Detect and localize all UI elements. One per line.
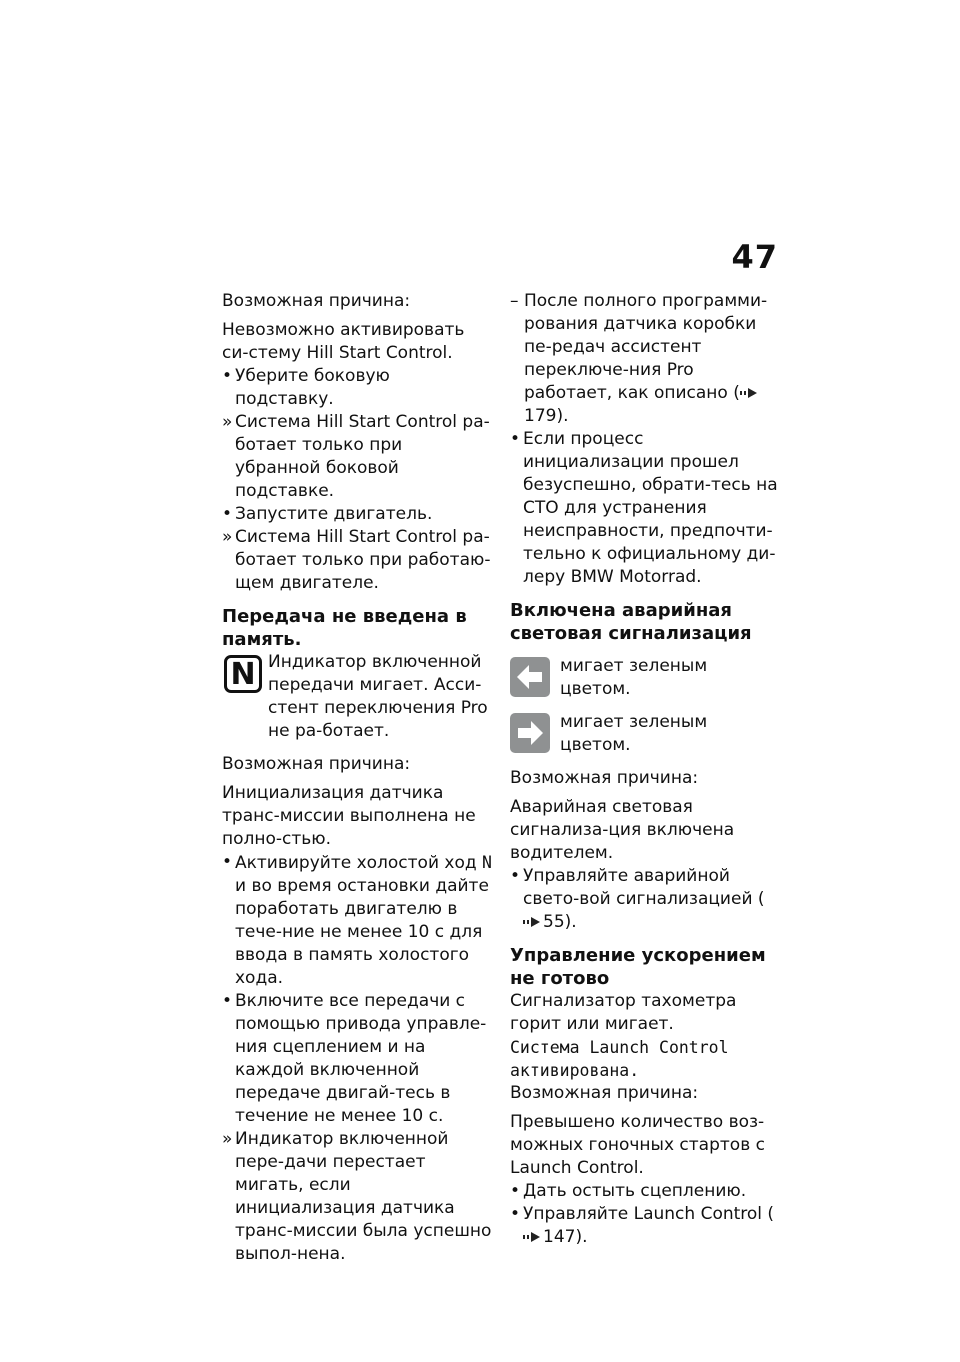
dash-item <box>510 290 782 428</box>
dash-marker: – <box>510 291 519 311</box>
bullet-marker: • <box>510 429 521 449</box>
result-item <box>222 411 492 503</box>
gear-neutral-indicator-icon: N <box>224 655 262 693</box>
list-item-text: Дать остыть сцеплению. <box>523 1181 747 1201</box>
list-item-text-b: ). <box>575 1227 588 1247</box>
turn-signal-right-icon <box>510 713 550 753</box>
list-item-text-b: и во время остановки дайте поработать двигателю в тече-ние не менее 10 с для ввода в память холостого хода. <box>235 876 489 988</box>
result-marker: » <box>222 1129 233 1149</box>
possible-cause-label: Возможная причина: <box>510 1083 699 1103</box>
result-item-text: Система Hill Start Control ра-ботает только при убранной боковой подставке. <box>235 412 490 501</box>
list-item-text: Включите все передачи с помощью привода управле-ния сцеплением и на каждой включенной передаче двигай-тесь в течение не менее 10 с. <box>235 991 487 1126</box>
list-item <box>510 428 782 589</box>
bullet-marker: • <box>222 852 233 872</box>
possible-cause-label: Возможная причина: <box>222 291 411 311</box>
list-item <box>510 865 782 934</box>
turn-right-indicator-row <box>510 705 782 757</box>
possible-cause-label: Возможная причина: <box>510 768 699 788</box>
transmission-init-text: Инициализация датчика транс-миссии выполнена не полно-стью. <box>222 783 476 849</box>
launch-cause-text: Превышено количество воз-можных гоночных стартов с Launch Control. <box>510 1112 765 1178</box>
hill-start-fault-text: Невозможно активировать си-стему Hill Start Control. <box>222 320 465 363</box>
list-item-text-a: Управляйте аварийной свето-вой сигнализацией ( <box>523 866 765 909</box>
turn-right-indicator-text: мигает зеленым цветом. <box>560 712 708 755</box>
bullet-marker: • <box>222 991 233 1011</box>
turn-signal-left-icon <box>510 657 550 697</box>
dash-item-text-a: После полного программи-рования датчика коробки пе-редач ассистент переключе-ния Pro работает, как описано ( <box>524 291 768 403</box>
result-item <box>222 1128 492 1266</box>
list-item <box>222 365 492 411</box>
list-item-text-a: Управляйте Launch Control ( <box>523 1204 775 1224</box>
bullet-marker: • <box>222 366 233 386</box>
page-number: 47 <box>731 238 778 276</box>
list-item-text: Уберите боковую подставку. <box>235 366 390 409</box>
gear-indicator-row <box>222 651 492 743</box>
list-item-text-b: ). <box>564 912 577 932</box>
list-item <box>222 503 492 526</box>
page-reference-arrow-icon <box>740 387 758 399</box>
list-item-text: Запустите двигатель. <box>235 504 433 524</box>
section-heading-hazard-lights: Включена аварийная световая сигнализация <box>510 600 752 644</box>
result-marker: » <box>222 412 233 432</box>
list-item <box>510 1203 782 1249</box>
result-item-text: Индикатор включенной пере-дачи перестает мигать, если инициализация датчика транс-миссии была успешно выпол-нена. <box>235 1129 492 1264</box>
gear-indicator-text: Индикатор включенной передачи мигает. Асси-стент переключения Pro не ра-ботает. <box>268 652 488 741</box>
bullet-marker: • <box>510 1204 521 1224</box>
bullet-marker: • <box>510 866 521 886</box>
page-reference-link[interactable]: 179 <box>524 406 557 426</box>
right-column <box>510 290 782 1249</box>
neutral-code: N <box>482 853 492 872</box>
section-heading-gear-not-learned: Передача не введена в память. <box>222 606 467 650</box>
list-item <box>510 1180 782 1203</box>
turn-left-indicator-row <box>510 649 782 701</box>
list-item-text-a: Активируйте холостой ход <box>235 853 483 873</box>
result-marker: » <box>222 527 233 547</box>
left-column <box>222 290 492 1266</box>
hazard-cause-text: Аварийная световая сигнализа-ция включена водителем. <box>510 797 735 863</box>
section-heading-launch-control: Управление ускорением не готово <box>510 945 766 989</box>
list-item-text: Если процесс инициализации прошел безуспешно, обрати-тесь на СТО для устранения неисправности, предпочти-тельно к официальному ди-леру BMW Motorrad. <box>523 429 778 587</box>
list-item <box>222 990 492 1128</box>
turn-left-indicator-text: мигает зеленым цветом. <box>560 656 708 699</box>
page-reference-link[interactable]: 55 <box>543 912 565 932</box>
page-reference-link[interactable]: 147 <box>543 1227 576 1247</box>
result-item-text: Система Hill Start Control ра-ботает только при работаю-щем двигателе. <box>235 527 491 593</box>
bullet-marker: • <box>510 1181 521 1201</box>
tachometer-indicator-text: Сигнализатор тахометра горит или мигает. <box>510 991 737 1034</box>
launch-control-display-message: Система Launch Control активирована. <box>510 1038 729 1080</box>
page-reference-arrow-icon <box>523 916 541 928</box>
dash-item-text-b: ). <box>556 406 569 426</box>
list-item <box>222 851 492 990</box>
result-item <box>222 526 492 595</box>
possible-cause-label: Возможная причина: <box>222 754 411 774</box>
page-reference-arrow-icon <box>523 1231 541 1243</box>
bullet-marker: • <box>222 504 233 524</box>
